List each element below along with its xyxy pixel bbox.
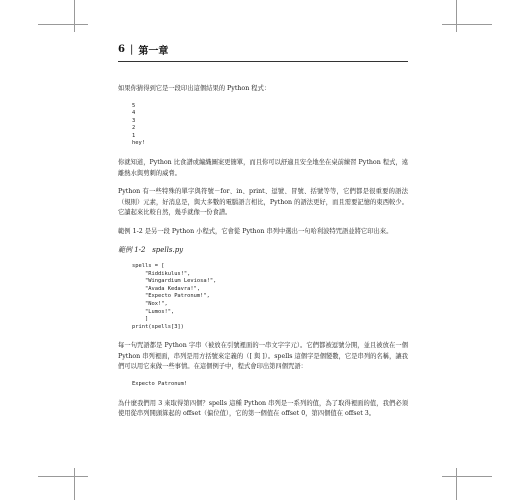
header-separator: |	[129, 44, 134, 55]
example-label: 範例 1-2	[118, 246, 146, 255]
crop-mark	[74, 468, 75, 500]
page-number: 6	[118, 44, 125, 55]
example-filename: spells.py	[152, 246, 184, 255]
book-page	[118, 42, 408, 428]
paragraph-intro: 如果你猜得到它是一段印出這個結果的 Python 程式：	[118, 85, 271, 92]
crop-mark	[38, 476, 88, 477]
crop-mark	[442, 476, 492, 477]
paragraph-syntax: Python 有一些特殊的單字與符號－for、in、print、逗號、冒號、括號等等，它們都是很重要的語法（規則）元素，好消息是，與大多數的電腦語言相比，Python 的語法更好，而且需要記憶的東西較少。它讀起來比較自然，幾乎就像一份食譜。	[118, 188, 408, 217]
paragraph-example-intro: 範例 1-2 是另一段 Python 小程式，它會從 Python 串列中選出一句哈利波特咒語並將它印出來。	[118, 227, 393, 235]
crop-mark	[456, 468, 457, 500]
paragraph-offset: 為什麼我們用 3 來取得第四個？spells 這種 Python 串列是一系列的值，為了取得裡面的值，我們必須使用從串列開頭算起的 offset（偏位值），它的第一個值在 offset 0，第四個值在 offset 3。	[118, 399, 408, 417]
countdown-code-block: 5 4 3 2 1 hey!	[132, 102, 145, 147]
output-code-block: Expecto Patronum!	[132, 380, 188, 387]
crop-mark	[442, 24, 492, 25]
chapter-title: 第一章	[138, 46, 169, 57]
crop-mark	[456, 0, 457, 32]
example-caption	[118, 245, 408, 255]
paragraph-strings: 每一句咒語都是 Python 字串（被放在引號裡面的一串文字字元）。它們都被逗號分開，並且被放在一個 Python 串列裡面，串列是用方括號來定義的（[ 與 ]）。spells 這個字是個變數，它是串列的名稱，讓我們可以用它來做一些事情。在這個例子中，程式會印出第四個咒語：	[118, 342, 408, 371]
paragraph-recipe: 你就知道，Python 比食譜或編織圖案更簡單，而且你可以舒適且安全地坐在桌前練習 Python 程式，遠離熱水與剪刺的威脅。	[118, 159, 408, 177]
crop-mark	[74, 0, 75, 32]
crop-mark	[38, 24, 88, 25]
page-header	[118, 42, 408, 62]
spells-code-block: spells = [ "Riddikulus!", "Wingardium Leviosa!", "Avada Kedavra!", "Expecto Patronum!", "Nox!", "Lumos!", ] print(spells[3])	[132, 263, 217, 330]
